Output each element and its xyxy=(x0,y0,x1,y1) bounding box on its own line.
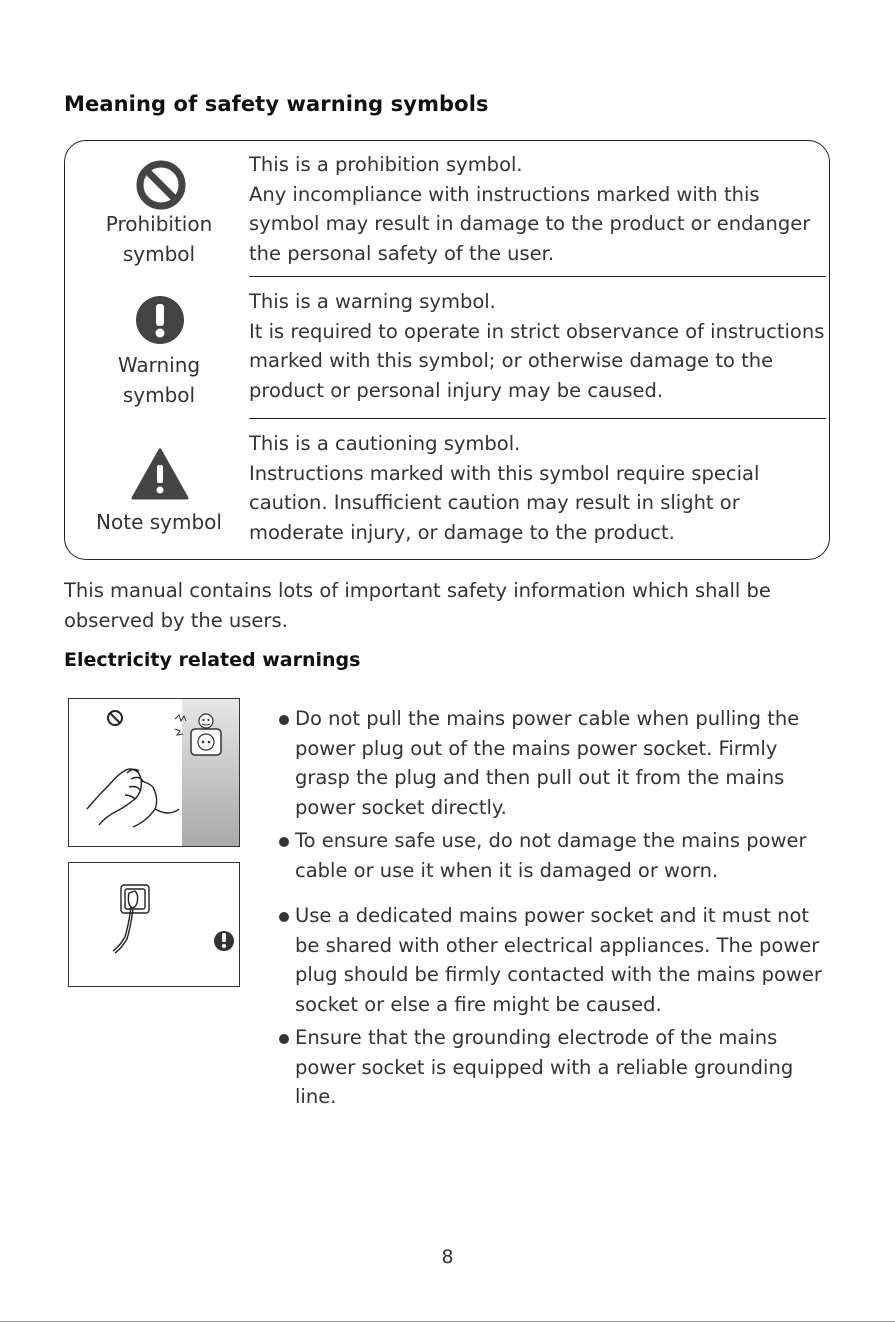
symbol-description: This is a cautioning symbol. Instructions marked with this symbol require special caution. Insufficient caution may result in slight or moderate injury, or damage to the product. xyxy=(249,432,760,544)
figure-pull-plug xyxy=(68,698,240,847)
symbol-label: Note symbol xyxy=(96,510,222,534)
list-item: To ensure safe use, do not damage the mains power cable or use it when it is damaged or worn. xyxy=(278,826,838,885)
hand-icon xyxy=(87,769,179,827)
dedicated-socket-illustration xyxy=(69,863,239,986)
warning-exclamation-icon xyxy=(214,931,234,951)
intro-paragraph: This manual contains lots of important safety information which shall be observed by the users. xyxy=(64,579,771,632)
list-item: Do not pull the mains power cable when pulling the power plug out of the mains power socket. Firmly grasp the plug and then pull out it from the mains power socket directly. xyxy=(278,704,838,822)
symbol-row-prohibition xyxy=(64,150,830,270)
prohibition-icon xyxy=(134,158,188,212)
symbol-description: This is a warning symbol. It is required to operate in strict observance of instructions marked with this symbol; or otherwise damage to the product or personal injury may be caused. xyxy=(249,290,825,402)
figure-dedicated-socket xyxy=(68,862,240,987)
prohibition-icon xyxy=(108,711,122,725)
symbol-label: Prohibition symbol xyxy=(105,212,213,266)
symbol-description: This is a prohibition symbol. Any incompliance with instructions marked with this symbol may result in damage to the product or endanger the personal safety of the user. xyxy=(249,153,811,265)
list-item: Ensure that the grounding electrode of the mains power socket is equipped with a reliable grounding line. xyxy=(278,1023,838,1112)
wall-socket-icon xyxy=(113,885,149,953)
page-number: 8 xyxy=(441,1246,454,1268)
symbol-row-warning xyxy=(64,287,830,407)
symbol-label: Warning symbol xyxy=(117,353,201,407)
symbol-row-note xyxy=(64,429,830,549)
list-item: Use a dedicated mains power socket and it must not be shared with other electrical appliances. The power plug should be firmly contacted with the mains power socket or else a fire might be caused. xyxy=(278,901,838,1019)
footer-rule xyxy=(0,1321,895,1322)
caution-triangle-icon xyxy=(130,447,190,501)
divider xyxy=(249,276,826,277)
section-heading: Electricity related warnings xyxy=(64,649,361,671)
divider xyxy=(249,418,826,419)
pull-plug-illustration xyxy=(69,699,239,846)
page-heading: Meaning of safety warning symbols xyxy=(64,92,489,116)
electricity-warnings-list xyxy=(278,704,838,1112)
warning-exclamation-icon xyxy=(135,295,185,345)
